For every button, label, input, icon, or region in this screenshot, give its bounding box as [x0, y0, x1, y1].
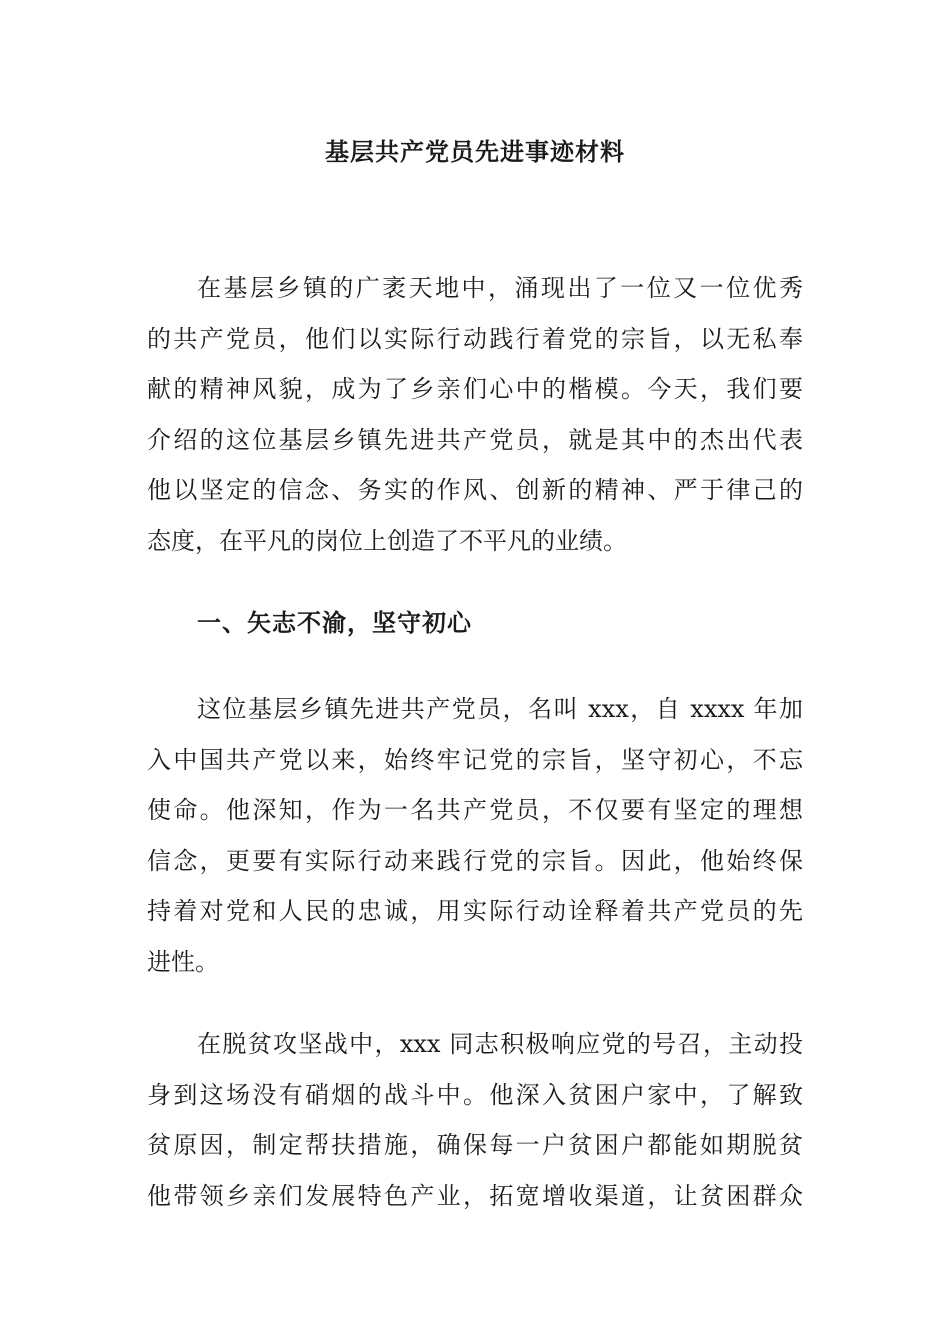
paragraph-line: 的共产党员，他们以实际行动践行着党的宗旨，以无私奉 [147, 324, 803, 353]
paragraph-line: 他带领乡亲们发展特色产业，拓宽增收渠道，让贫困群众 [147, 1181, 803, 1210]
paragraph-line: 态度，在平凡的岗位上创造了不平凡的业绩。 [147, 526, 627, 555]
paragraph-intro [147, 263, 803, 566]
paragraph-line: 在基层乡镇的广袤天地中，涌现出了一位又一位优秀 [197, 274, 803, 302]
paragraph-line: 信念，更要有实际行动来践行党的宗旨。因此，他始终保 [147, 846, 803, 875]
paragraph-line: 介绍的这位基层乡镇先进共产党员，就是其中的杰出代表 [147, 425, 803, 454]
paragraph-line: 进性。 [147, 947, 219, 976]
paragraph-section1-b [147, 1019, 803, 1221]
paragraph-section1-a [147, 684, 803, 987]
paragraph-line: 他以坚定的信念、务实的作风、创新的精神、严于律己的 [147, 476, 803, 504]
paragraph-line: 这位基层乡镇先进共产党员，名叫 xxx，自 xxxx 年加 [197, 695, 803, 723]
paragraph-line: 持着对党和人民的忠诚，用实际行动诠释着共产党员的先 [147, 897, 803, 925]
paragraph-line: 贫原因，制定帮扶措施，确保每一户贫困户都能如期脱贫 [147, 1131, 803, 1159]
paragraph-line: 在脱贫攻坚战中，xxx 同志积极响应党的号召，主动投 [197, 1030, 803, 1058]
paragraph-line: 身到这场没有硝烟的战斗中。他深入贫困户家中，了解致 [147, 1080, 803, 1109]
document-title: 基层共产党员先进事迹材料 [325, 137, 625, 166]
paragraph-line: 使命。他深知，作为一名共产党员，不仅要有坚定的理想 [147, 796, 803, 824]
paragraph-line: 入中国共产党以来，始终牢记党的宗旨，坚守初心，不忘 [147, 745, 803, 774]
section-heading: 一、矢志不渝，坚守初心 [197, 608, 472, 637]
paragraph-line: 献的精神风貌，成为了乡亲们心中的楷模。今天，我们要 [147, 375, 803, 403]
